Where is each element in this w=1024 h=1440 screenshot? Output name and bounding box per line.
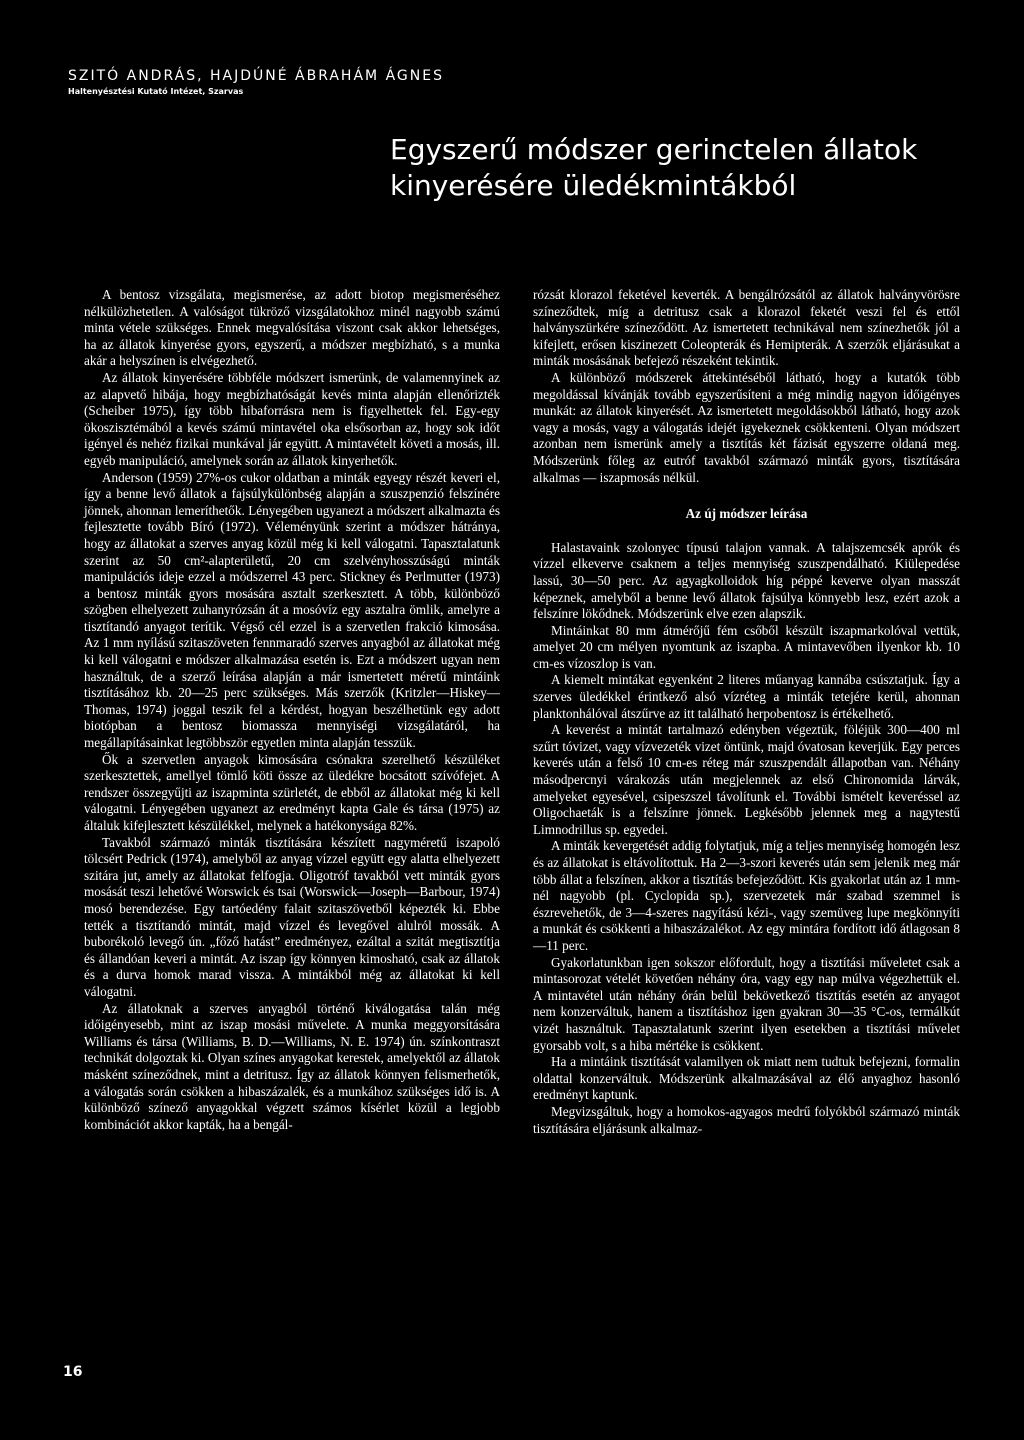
paragraph: Tavakból származó minták tisztítására készített nagyméretű iszapoló tölcsért Pedrick (1974), amelyből az anyag vízzel együtt egy alatta elhelyezett szitára jut, amely az állatokat felfogja. Oligotróf tavakból vett minták gyors mosását teszi lehetővé Worswick és tsai (Worswick—Joseph—Barbour, 1974) mosó berendezése. Egy tartóedény falait szitaszövetből képezték ki. Ebbe tették a tisztítandó mintát, majd vízzel és levegővel alulról mossák. A buborékoló levegő ún. „főző hatást” eredményez, ezáltal a szitát megtisztítja és állandóan keveri a mintát. Az iszap így könnyen kimosható, csak az állatok és a durva homok marad vissza. A mintákból még az állatokat ki kell válogatni.: [84, 834, 500, 999]
paragraph: Ők a szervetlen anyagok kimosására csónakra szerelhető készüléket szerkesztettek, amellyel tömlő köti össze az üledékre bocsátott szívófejet. A rendszer összegyűjti az iszapminta szürletét, de ebből az állatokat még ki kell válogatni. Lényegében ugyanezt az eredményt kapta Gale és társa (1975) az általuk kifejlesztett készülékkel, melynek a hatékonysága 82%.: [84, 751, 500, 833]
paragraph: Az állatok kinyerésére többféle módszert ismerünk, de valamennyinek az az alapvető hibája, hogy megbízhatóságát kevés minta alapján ellenőrizték (Scheiber 1975), így több hibaforrásra nem is figyelhettek fel. Egy-egy ökoszisztémából a kevés számú mintavétel oka elsősorban az, hogy sok időt igényel és nehéz fizikai munkával jár együtt. A mintavételt követi a mosás, ill. egyéb manipuláció, amelynek során az állatok kinyerhetők.: [84, 369, 500, 468]
paragraph: A minták kevergetését addig folytatjuk, míg a teljes mennyiség homogén lesz és az állatokat is eltávolítottuk. Ha 2—3-szori keverés után sem jelenik meg már több állat a felszínen, akkor a tisztítás befejeződött. Kis gyakorlat után az 1 mm-nél nagyobb (pl. Cyclopida sp.), szervezetek már szabad szemmel is észrevehetők, de 3—4-szeres nagyítású kézi-, vagy szemüveg lupe megkönnyíti a munkát és csökkenti a hibaszázalékot. Az egy mintára fordított idő átlagosan 8—11 perc.: [533, 838, 960, 953]
paragraph: Megvizsgáltuk, hogy a homokos-agyagos medrű folyókból származó minták tisztítására eljárásunk alkalmaz-: [533, 1103, 960, 1136]
title-line-2: kinyerésére üledékmintákból: [390, 169, 797, 202]
paragraph: Anderson (1959) 27%-os cukor oldatban a minták egyegy részét keveri el, így a benne levő állatok a fajsúlykülönbség alapján a szuszpenzió felszínére jönnek, ahonnan lemeríthetők. Lényegében ugyanezt a módszert alkalmazta és fejlesztette tovább Bíró (1972). Véleményünk szerint a módszer hátránya, hogy az állatokat a szerves anyag közül még ki kell válogatni. Tapasztalatunk szerint az 50 cm²-alapterületű, 20 cm szelvényhosszúságú minták manipulációs ideje ezzel a módszerrel 43 perc. Stickney és Perlmutter (1973) a bentosz minták gyors mosására asztalt szerkesztett. A több, különböző szögben elhelyezett zuhanyrózsán át a mosóvíz egy asztalra ömlik, amelyre a tisztítandó anyagot terítik. Végső cél ezzel is a szervetlen frakció kimosása. Az 1 mm nyílású szitaszöveten fennmaradó szerves anyagból az állatokat még ki kell válogatni e módszer alkalmazása esetén is. Ezt a módszert ugyan nem használtuk, de a szerző leírása alapján a már ismertetett méretű mintáink tisztításához kb. 20—25 perc szükséges. Más szerzők (Kritzler—Hiskey— Thomas, 1974) joggal teszik fel a kérdést, hogyan beszélhetünk egy adott biotópban a bentosz biomassza mennyiségi vizsgálatáról, ha megállapításainkat legtöbbször egyetlen minta alapján tesszük.: [84, 469, 500, 751]
right-column: [533, 287, 960, 1137]
paragraph: Ha a mintáink tisztítását valamilyen ok miatt nem tudtuk befejezni, formalin oldattal konzerváltuk. Módszerünk alkalmazásával az élő anyaghoz hasonló eredményt kaptunk.: [533, 1054, 960, 1103]
paragraph: Mintáinkat 80 mm átmérőjű fém csőből készült iszapmarkolóval vettük, amelyet 20 cm mélyen nyomtunk az iszapba. A mintavevőben ilyenkor kb. 10 cm-es vízoszlop is van.: [533, 622, 960, 671]
paragraph: Halastavaink szolonyec típusú talajon vannak. A talajszemcsék aprók és vízzel elkeverve csaknem a teljes mennyiség szuszpendálható. Kiülepedése lassú, 30—50 perc. Az agyagkolloidok híg péppé keverve olyan masszát képeznek, amelyből a benne levő állatok fajsúlya könnyebb lesz, ezért azok a felszínre lökődnek. Módszerünk elve ezen alapszik.: [533, 539, 960, 622]
title-line-1: Egyszerű módszer gerinctelen állatok: [390, 133, 918, 166]
paragraph: A kiemelt mintákat egyenként 2 literes műanyag kannába csúsztatjuk. Így a szerves üledékkel érintkező alsó vízréteg a minták tetejére kerül, ahonnan planktonhálóval átszűrve az itt található herpobentosz is értékelhető.: [533, 672, 960, 721]
paragraph: A bentosz vizsgálata, megismerése, az adott biotop megismeréséhez nélkülözhetetlen. A valóságot tükröző vizsgálatokhoz minél nagyobb számú minta vétele szükséges. Ennek megvalósítása viszont csak akkor lehetséges, ha az állatok kinyerése gyors, egyszerű, a módszer megbízható, s a munka akár a helyszínen is elvégezhető.: [84, 287, 500, 369]
article-title: [390, 132, 990, 204]
paragraph: Az állatoknak a szerves anyagból történő kiválogatása talán még időigényesebb, mint az iszap mosási művelete. A munka meggyorsítására Williams és társa (Williams, B. D.—Williams, N. E. 1974) ún. színkontraszt technikát dolgoztak ki. Olyan színes anyagokat kerestek, amelyektől az állatok másként színeződnek, mint a detritusz. Így az állatok könnyen felismerhetők, a válogatás során csökken a hibaszázalék, és a munkához szükséges idő is. A különböző színező anyagokkal végzett számos kísérlet közül a legjobb kombinációt akkor kapták, ha a bengál-: [84, 1000, 500, 1132]
authors: SZITÓ ANDRÁS, HAJDÚNÉ ÁBRAHÁM ÁGNES: [68, 68, 444, 84]
paragraph: A keverést a mintát tartalmazó edényben végeztük, föléjük 300—400 ml szűrt tóvizet, vagy vízvezeték vizet öntünk, majd óvatosan keverjük. Egy perces keverés után a felső 10 cm-es réteg már szuszpendált állapotban van. Néhány másodpercnyi várakozás után megjelennek az első Chironomida lárvák, amelyeket egyesével, csipeszszel távolítunk el. További ismételt keveréssel az Oligochaeták is a felszínre jönnek. Legkésőbb jelennek meg a nagytestű Limnodrillus sp. egyedei.: [533, 722, 960, 837]
paragraph: rózsát klorazol feketével keverték. A bengálrózsától az állatok halványvörösre színeződtek, míg a detritusz csak a klorazol feketét veszi fel és ettől halványszürkére színeződött. Az ismertetett technikával nem színezhetők jól a kifejlett, erősen kiszinezett Coleopterák és Hemipterák. A szerzők eljárásukat a minták mosásának befejező részeként tekintik.: [533, 287, 960, 369]
left-column: [84, 287, 500, 1133]
page-number: 16: [63, 1364, 83, 1380]
institute: Haltenyésztési Kutató Intézet, Szarvas: [68, 87, 244, 96]
paragraph: Gyakorlatunkban igen sokszor előfordult, hogy a tisztítási műveletet csak a mintasorozat vételét követően néhány óra, vagy egy nap múlva végezhettük el. A mintavétel után néhány órán belül bekövetkező tisztítás esetén az anyagot nem konzerváltuk, hanem a tisztításhoz igen gyakran 30—35 °C-os, termálkút vizét használtuk. Tapasztalatunk szerint ilyen esetekben a tisztítási művelet gyorsabb volt, s a hiba mértéke is csökkent.: [533, 954, 960, 1053]
paragraph: A különböző módszerek áttekintéséből látható, hogy a kutatók több megoldással kívánják tovább egyszerűsíteni a még mindig nagyon időigényes munkát: az állatok kinyerését. Az ismertetett megoldásokból látható, hogy azok vagy a mosás, vagy a válogatás idejét igyekeznek csökkenteni. Olyan módszert azonban nem ismerünk amely a tisztítás két fázisát egyszerre oldaná meg. Módszerünk főleg az eutróf tavakból származó minták gyors, tisztítására alkalmas — iszapmosás nélkül.: [533, 369, 960, 485]
section-heading: Az új módszer leírása: [685, 506, 808, 522]
